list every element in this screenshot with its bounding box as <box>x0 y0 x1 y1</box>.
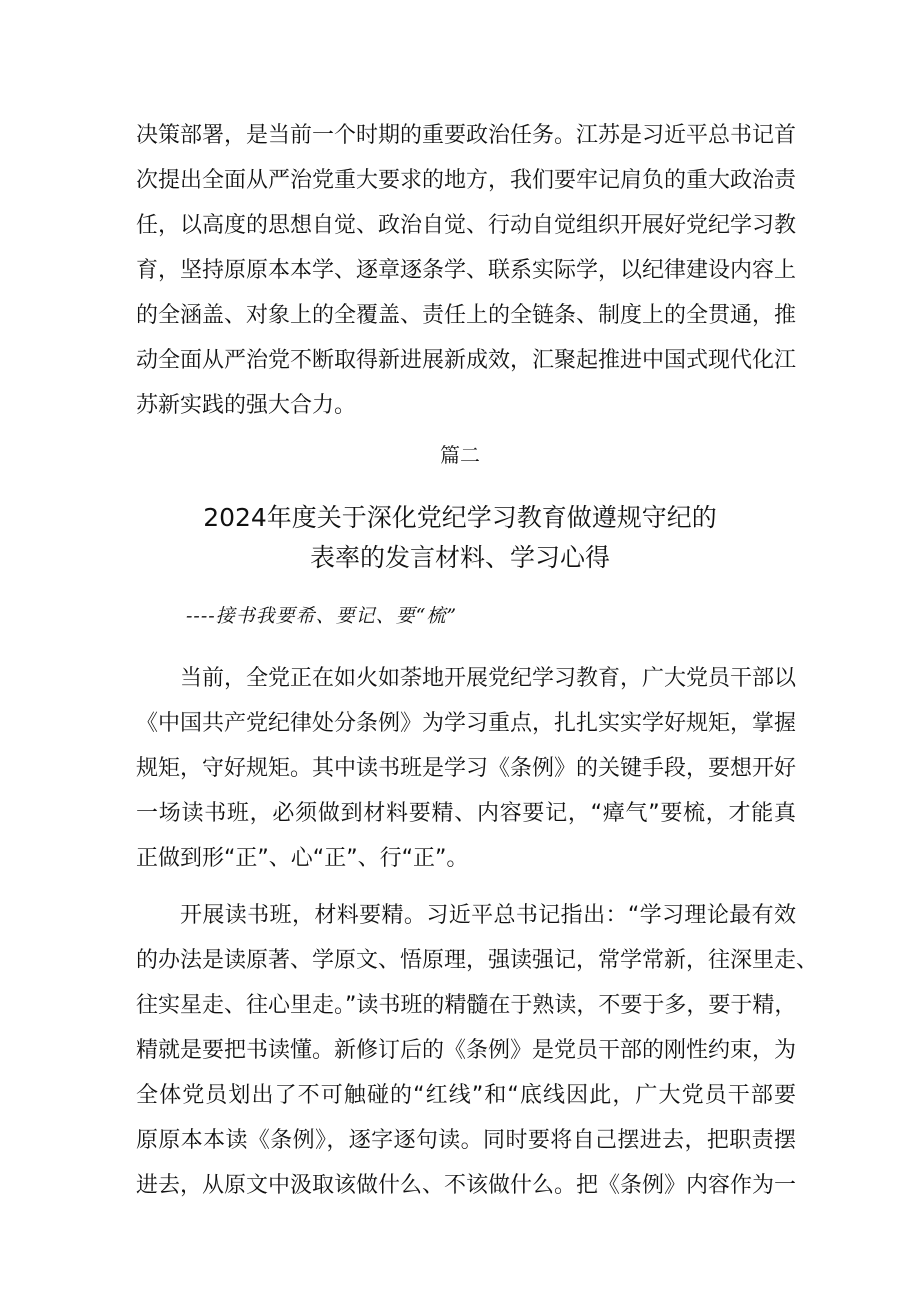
text-line: 决策部署，是当前一个时期的重要政治任务。江苏是习近平总书记首 <box>136 123 797 148</box>
body-paragraph-1 <box>136 656 796 881</box>
text-line: 次提出全面从严治党重大要求的地方，我们要牢记肩负的重大政治责 <box>136 168 797 193</box>
title-line-1: 2024年度关于深化党纪学习教育做遵规守纪的 <box>203 503 717 532</box>
text-line: 当前，全党正在如火如荼地开展党纪学习教育，广大党员干部以 <box>180 666 797 691</box>
text-line: 动全面从严治党不断取得新进展新成效，汇聚起推进中国式现代化江 <box>136 348 797 373</box>
text-line: 正做到形“正”、心“正”、行“正”。 <box>136 846 469 871</box>
text-line: 苏新实践的强大合力。 <box>136 393 357 418</box>
intro-paragraph <box>136 113 796 428</box>
text-line: 育，坚持原原本本学、逐章逐条学、联系实际学，以纪律建设内容上 <box>136 258 797 283</box>
text-line: 进去，从原文中汲取该做什么、不该做什么。把《条例》内容作为一 <box>136 1173 797 1198</box>
text-line: 全体党员划出了不可触碰的“红线”和“底线因此，广大党员干部要 <box>136 1083 796 1108</box>
text-line: 规矩，守好规矩。其中读书班是学习《条例》的关键手段，要想开好 <box>136 756 797 781</box>
text-line: 《中国共产党纪律处分条例》为学习重点，扎扎实实学好规矩，掌握 <box>136 711 797 736</box>
text-line: 一场读书班，必须做到材料要精、内容要记，“瘴气”要梳，才能真 <box>136 801 796 826</box>
text-line: 任，以高度的思想自觉、政治自觉、行动自觉组织开展好党纪学习教 <box>136 213 797 238</box>
text-line: 的办法是读原著、学原文、悟原理，强读强记，常学常新，往深里走、 <box>136 948 819 973</box>
text-line: 往实星走、往心里走。”读书班的精髓在于熟读，不要于多，要于精， <box>136 993 797 1018</box>
document-title <box>0 498 920 578</box>
document-subtitle: ----接书我要希、要记、要“梳” <box>186 605 458 627</box>
body-paragraph-2 <box>136 893 819 1208</box>
section-label: 篇二 <box>440 443 480 467</box>
text-line: 开展读书班，材料要精。习近平总书记指出：“学习理论最有效 <box>180 903 796 928</box>
text-line: 精就是要把书读懂。新修订后的《条例》是党员干部的刚性约束，为 <box>136 1038 797 1063</box>
text-line: 原原本本读《条例》，逐字逐句读。同时要将自己摆进去，把职责摆 <box>136 1128 796 1153</box>
text-line: 的全涵盖、对象上的全覆盖、责任上的全链条、制度上的全贯通，推 <box>136 303 797 328</box>
title-line-2: 表率的发言材料、学习心得 <box>309 543 610 572</box>
